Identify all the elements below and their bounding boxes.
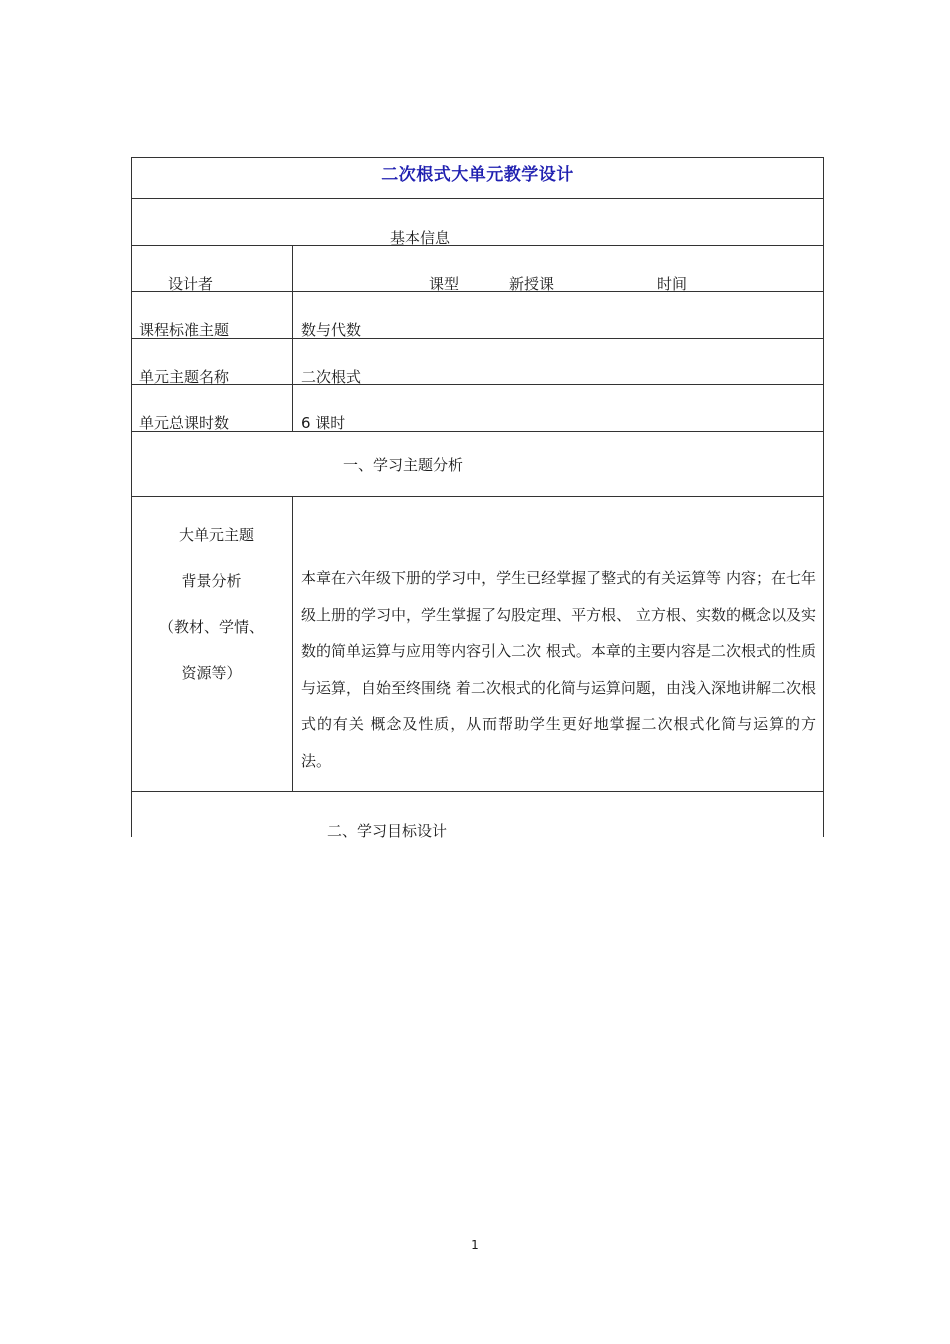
table-inner-divider-lower (292, 496, 293, 791)
lesson-type-value: 新授课 (509, 275, 555, 293)
course-standard-value: 数与代数 (301, 321, 362, 339)
table-line-after-section1-heading (131, 496, 824, 497)
table-line-after-row2 (131, 384, 824, 385)
table-border-right (823, 157, 824, 837)
table-line-after-basic-info (131, 245, 824, 246)
left-label-line-3: （教材、学情、 (158, 618, 264, 636)
page-number: 1 (471, 1238, 479, 1252)
lesson-type-label: 课型 (429, 275, 460, 293)
table-line-after-row3 (131, 431, 824, 432)
left-label-line-1: 大单元主题 (178, 526, 254, 544)
time-label: 时间 (657, 275, 688, 293)
designer-label: 设计者 (168, 275, 214, 293)
section1-heading: 一、学习主题分析 (343, 456, 464, 474)
left-label-line-4: 资源等） (181, 664, 242, 682)
unit-topic-label: 单元主题名称 (139, 368, 230, 386)
left-label-line-2: 背景分析 (181, 572, 242, 590)
table-border-left (131, 157, 132, 837)
table-line-after-designer (131, 291, 824, 292)
basic-info-heading: 基本信息 (390, 229, 451, 247)
document-title: 二次根式大单元教学设计 (381, 165, 574, 185)
section1-paragraph: 本章在六年级下册的学习中，学生已经掌握了整式的有关运算等 内容；在七年级上册的学习中，学生掌握了勾股定理、平方根、 立方根、实数的概念以及实数的简单运算与应用等内容引入二次 根式。本章的主要内容是二次根式的性质与运算，自始至终围绕 着二次根式的化简与运算问题，由浅入深地讲解二次根式的有关 概念及性质，从而帮助学生更好地掌握二次根式化简与运算的方 法。 (301, 569, 816, 770)
section2-heading: 二、学习目标设计 (327, 822, 448, 840)
course-standard-label: 课程标准主题 (139, 321, 230, 339)
total-hours-value: 6 课时 (301, 414, 346, 432)
section1-left-label (131, 512, 292, 696)
total-hours-label: 单元总课时数 (139, 414, 230, 432)
table-line-after-row1 (131, 338, 824, 339)
table-line-top (131, 157, 824, 158)
unit-topic-value: 二次根式 (301, 368, 362, 386)
table-line-after-title (131, 198, 824, 199)
table-line-after-section1-content (131, 791, 824, 792)
